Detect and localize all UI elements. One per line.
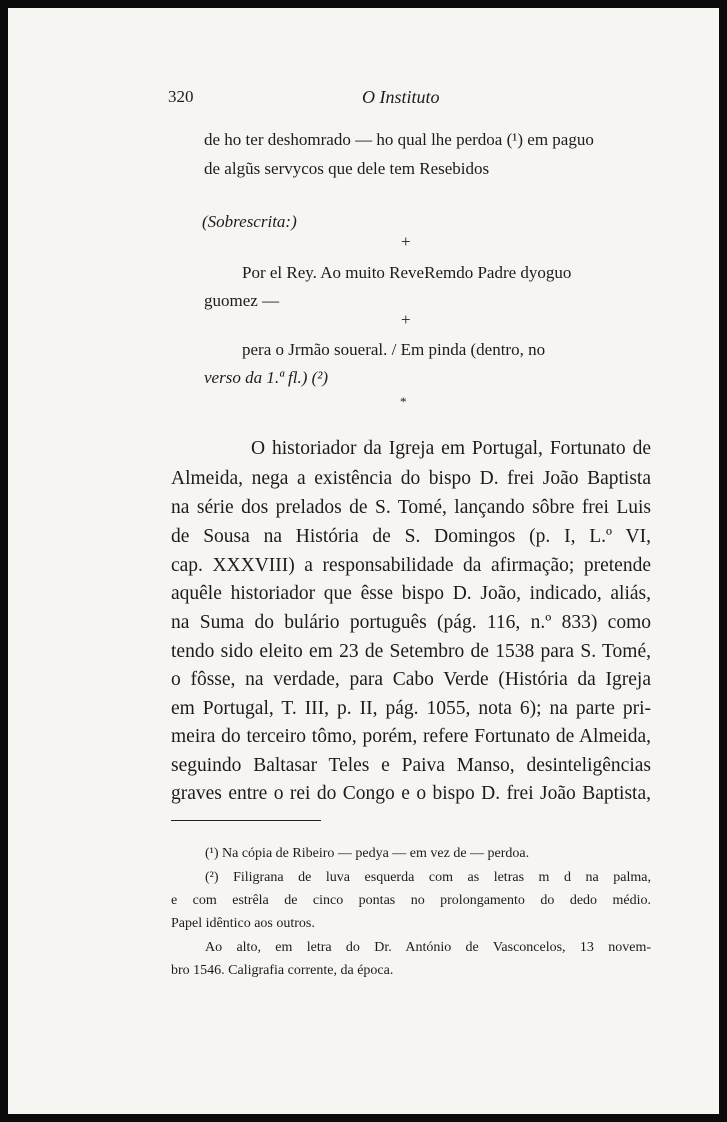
footnote-2-line-3: Papel idêntico aos outros. [171,916,315,931]
paragraph-line: o fôsse, na verdade, para Cabo Verde (História da Igreja [171,669,651,690]
sobrescrito-label: (Sobrescrita:) [202,212,297,231]
address-line-4: verso da 1.ª fl.) (²) [204,368,329,387]
cross-mark-1: + [401,232,411,251]
address-line-3: pera o Jrmão soueral. / Em pinda (dentro, no [242,340,546,359]
paragraph-line: meira do terceiro tômo, porém, refere Fortunato de Almeida, [171,726,651,747]
paragraph-line: em Portugal, T. III, p. II, pág. 1055, nota 6); na parte pri- [171,698,651,719]
page-number: 320 [168,87,194,106]
cross-mark-2: + [401,310,411,329]
paragraph-line: na Suma do bulário português (pág. 116, n.º 833) como [171,612,651,633]
footnote-rule [171,820,321,821]
footnote-2-line-1: (²) Filigrana de luva esquerda com as letras m d na palma, [205,870,651,885]
paragraph-line: graves entre o rei do Congo e o bispo D. frei João Baptista, [171,783,651,804]
address-line-2: guomez — [204,291,280,310]
paragraph-line: aquêle historiador que êsse bispo D. João, indicado, aliás, [171,583,651,604]
asterisk-divider: * [400,394,407,409]
paragraph-line: cap. XXXVIII) a responsabilidade da afirmação; pretende [171,555,651,576]
letter-line-1: de ho ter deshomrado — ho qual lhe perdoa (¹) em paguo [204,130,594,149]
footnote-3-line-2: bro 1546. Caligrafia corrente, da época. [171,963,394,978]
book-page [8,8,719,1114]
paragraph-line: seguindo Baltasar Teles e Paiva Manso, desinteligências [171,755,651,776]
footnote-2-line-2: e com estrêla de cinco pontas no prolongamento do dedo médio. [171,893,651,908]
address-line-1: Por el Rey. Ao muito ReveRemdo Padre dyoguo [242,263,572,282]
letter-line-2: de algũs servycos que dele tem Resebidos [204,159,490,178]
paragraph-line: de Sousa na História de S. Domingos (p. I, L.º VI, [171,526,651,547]
paragraph-line: na série dos prelados de S. Tomé, lançando sôbre frei Luis [171,497,651,518]
running-title: O Instituto [362,87,440,107]
footnote-1: (¹) Na cópia de Ribeiro — pedya — em vez de — perdoa. [205,846,530,861]
paragraph-line: O historiador da Igreja em Portugal, Fortunato de [251,438,651,459]
paragraph-line: tendo sido eleito em 23 de Setembro de 1538 para S. Tomé, [171,641,651,662]
paragraph-line: Almeida, nega a existência do bispo D. frei João Baptista [171,468,651,489]
footnote-3-line-1: Ao alto, em letra do Dr. António de Vasconcelos, 13 novem- [205,940,651,955]
